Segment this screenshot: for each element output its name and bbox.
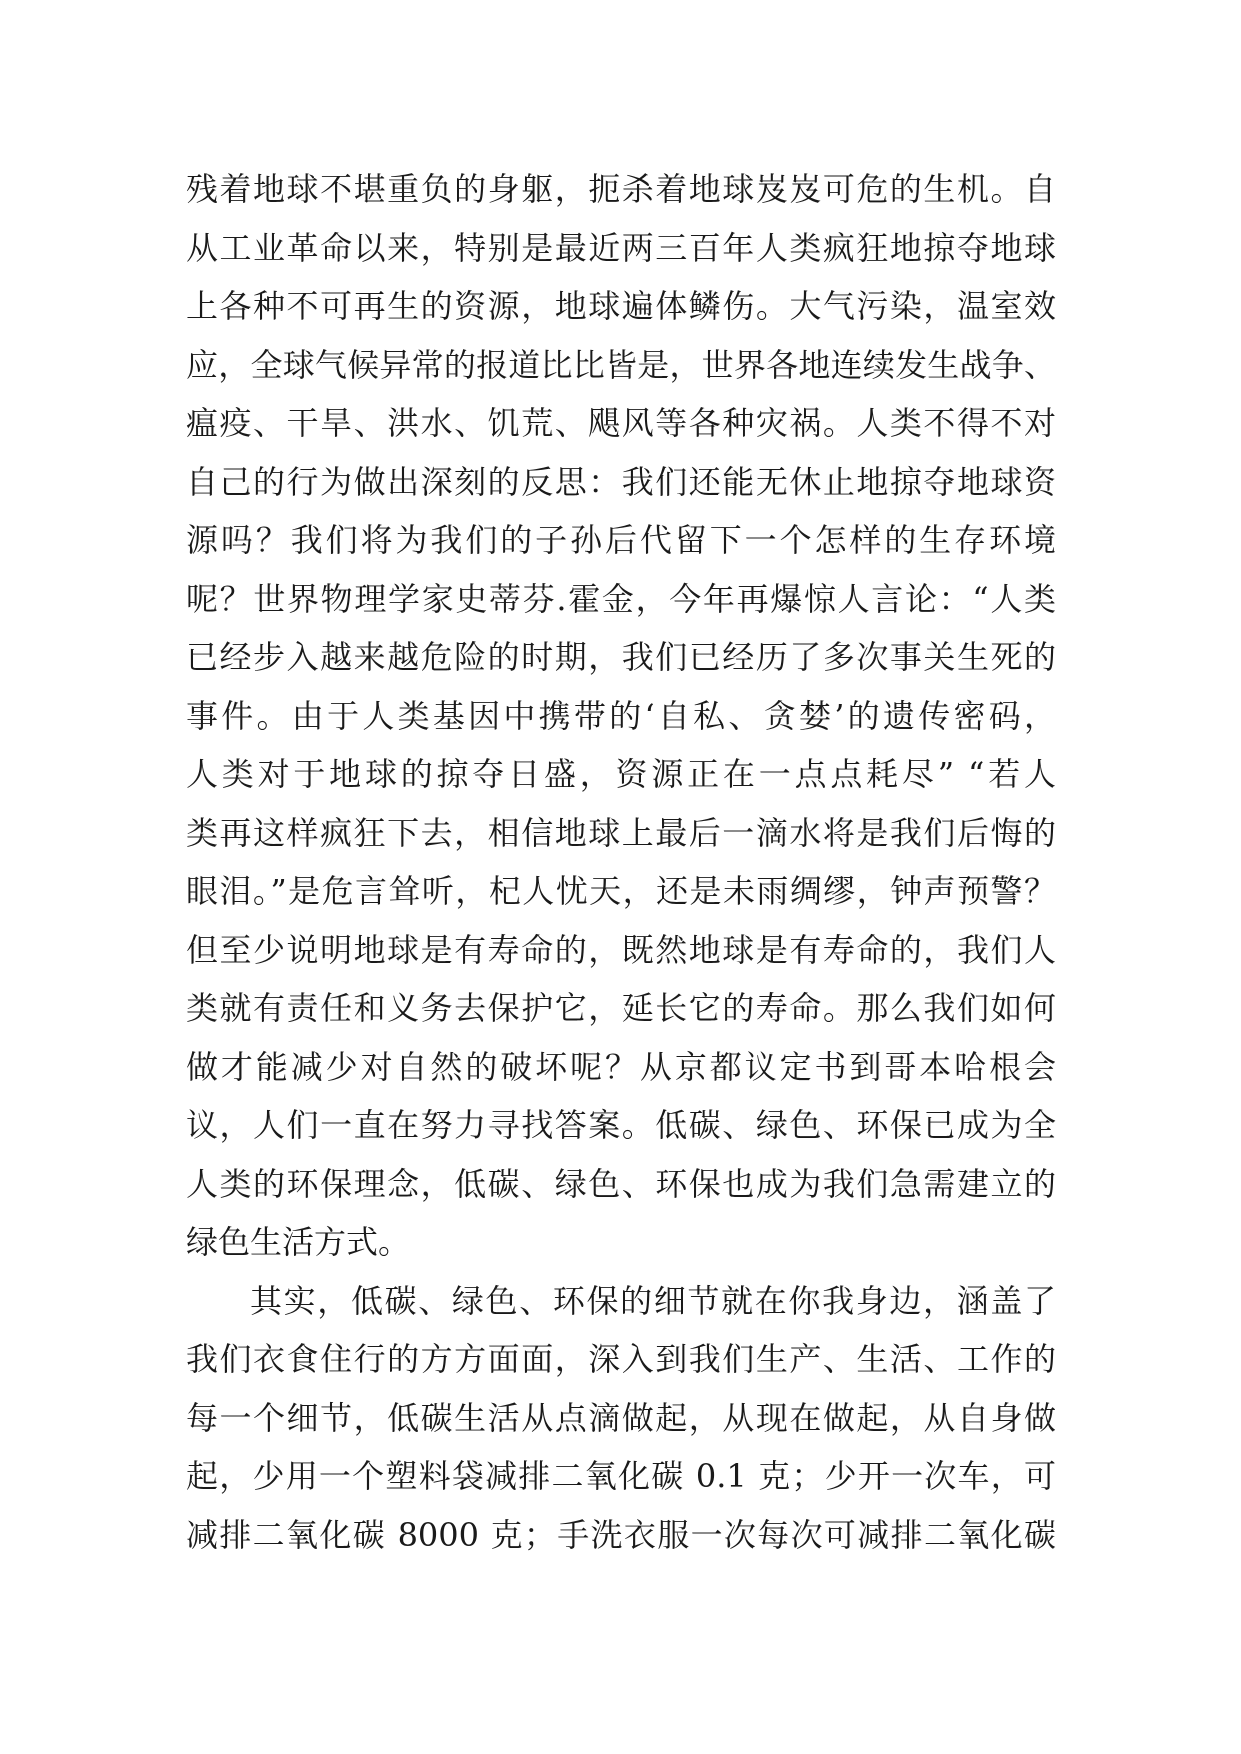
- text-line: 类再这样疯狂下去，相信地球上最后一滴水将是我们后悔的: [186, 813, 1056, 852]
- text-line: 事件。由于人类基因中携带的‘自私、贪婪’的遗传密码，: [186, 696, 1056, 735]
- text-line: 绿色生活方式。: [186, 1223, 411, 1261]
- text-line: 人类的环保理念，低碳、绿色、环保也成为我们急需建立的: [186, 1164, 1056, 1203]
- text-line: 但至少说明地球是有寿命的，既然地球是有寿命的，我们人: [186, 930, 1056, 969]
- text-line: 上各种不可再生的资源，地球遍体鳞伤。大气污染，温室效: [186, 287, 1056, 325]
- text-line: 人类对于地球的掠夺日盛，资源正在一点点耗尽” “若人: [186, 755, 1056, 793]
- body-text: [186, 160, 1056, 1564]
- text-line: 做才能减少对自然的破坏呢？从京都议定书到哥本哈根会: [186, 1047, 1056, 1086]
- text-line: 起，少用一个塑料袋减排二氧化碳 0.1 克；少开一次车，可: [186, 1457, 1056, 1495]
- text-line: 呢？世界物理学家史蒂芬.霍金，今年再爆惊人言论：“人类: [186, 579, 1056, 618]
- text-line: 从工业革命以来，特别是最近两三百年人类疯狂地掠夺地球: [186, 228, 1056, 267]
- text-line: 眼泪。”是危言耸听，杞人忧天，还是未雨绸缪，钟声预警？: [186, 872, 1056, 910]
- text-line: 其实，低碳、绿色、环保的细节就在你我身边，涵盖了: [250, 1281, 1056, 1320]
- text-line: 议，人们一直在努力寻找答案。低碳、绿色、环保已成为全: [186, 1106, 1056, 1144]
- text-line: 我们衣食住行的方方面面，深入到我们生产、生活、工作的: [186, 1340, 1056, 1378]
- text-line: 每一个细节，低碳生活从点滴做起，从现在做起，从自身做: [186, 1398, 1056, 1437]
- paragraph-2: [186, 1272, 1056, 1565]
- text-line: 残着地球不堪重负的身躯，扼杀着地球岌岌可危的生机。自: [186, 170, 1056, 208]
- text-line: 源吗？我们将为我们的子孙后代留下一个怎样的生存环境: [186, 521, 1056, 559]
- text-line: 减排二氧化碳 8000 克；手洗衣服一次每次可减排二氧化碳: [186, 1515, 1056, 1554]
- text-line: 应，全球气候异常的报道比比皆是，世界各地连续发生战争、: [186, 345, 1056, 384]
- text-line: 自己的行为做出深刻的反思：我们还能无休止地掠夺地球资: [186, 462, 1056, 501]
- paragraph-1: [186, 160, 1056, 1272]
- text-line: 已经步入越来越危险的时期，我们已经历了多次事关生死的: [186, 638, 1056, 676]
- text-line: 类就有责任和义务去保护它，延长它的寿命。那么我们如何: [186, 989, 1056, 1027]
- text-line: 瘟疫、干旱、洪水、饥荒、飓风等各种灾祸。人类不得不对: [186, 404, 1056, 442]
